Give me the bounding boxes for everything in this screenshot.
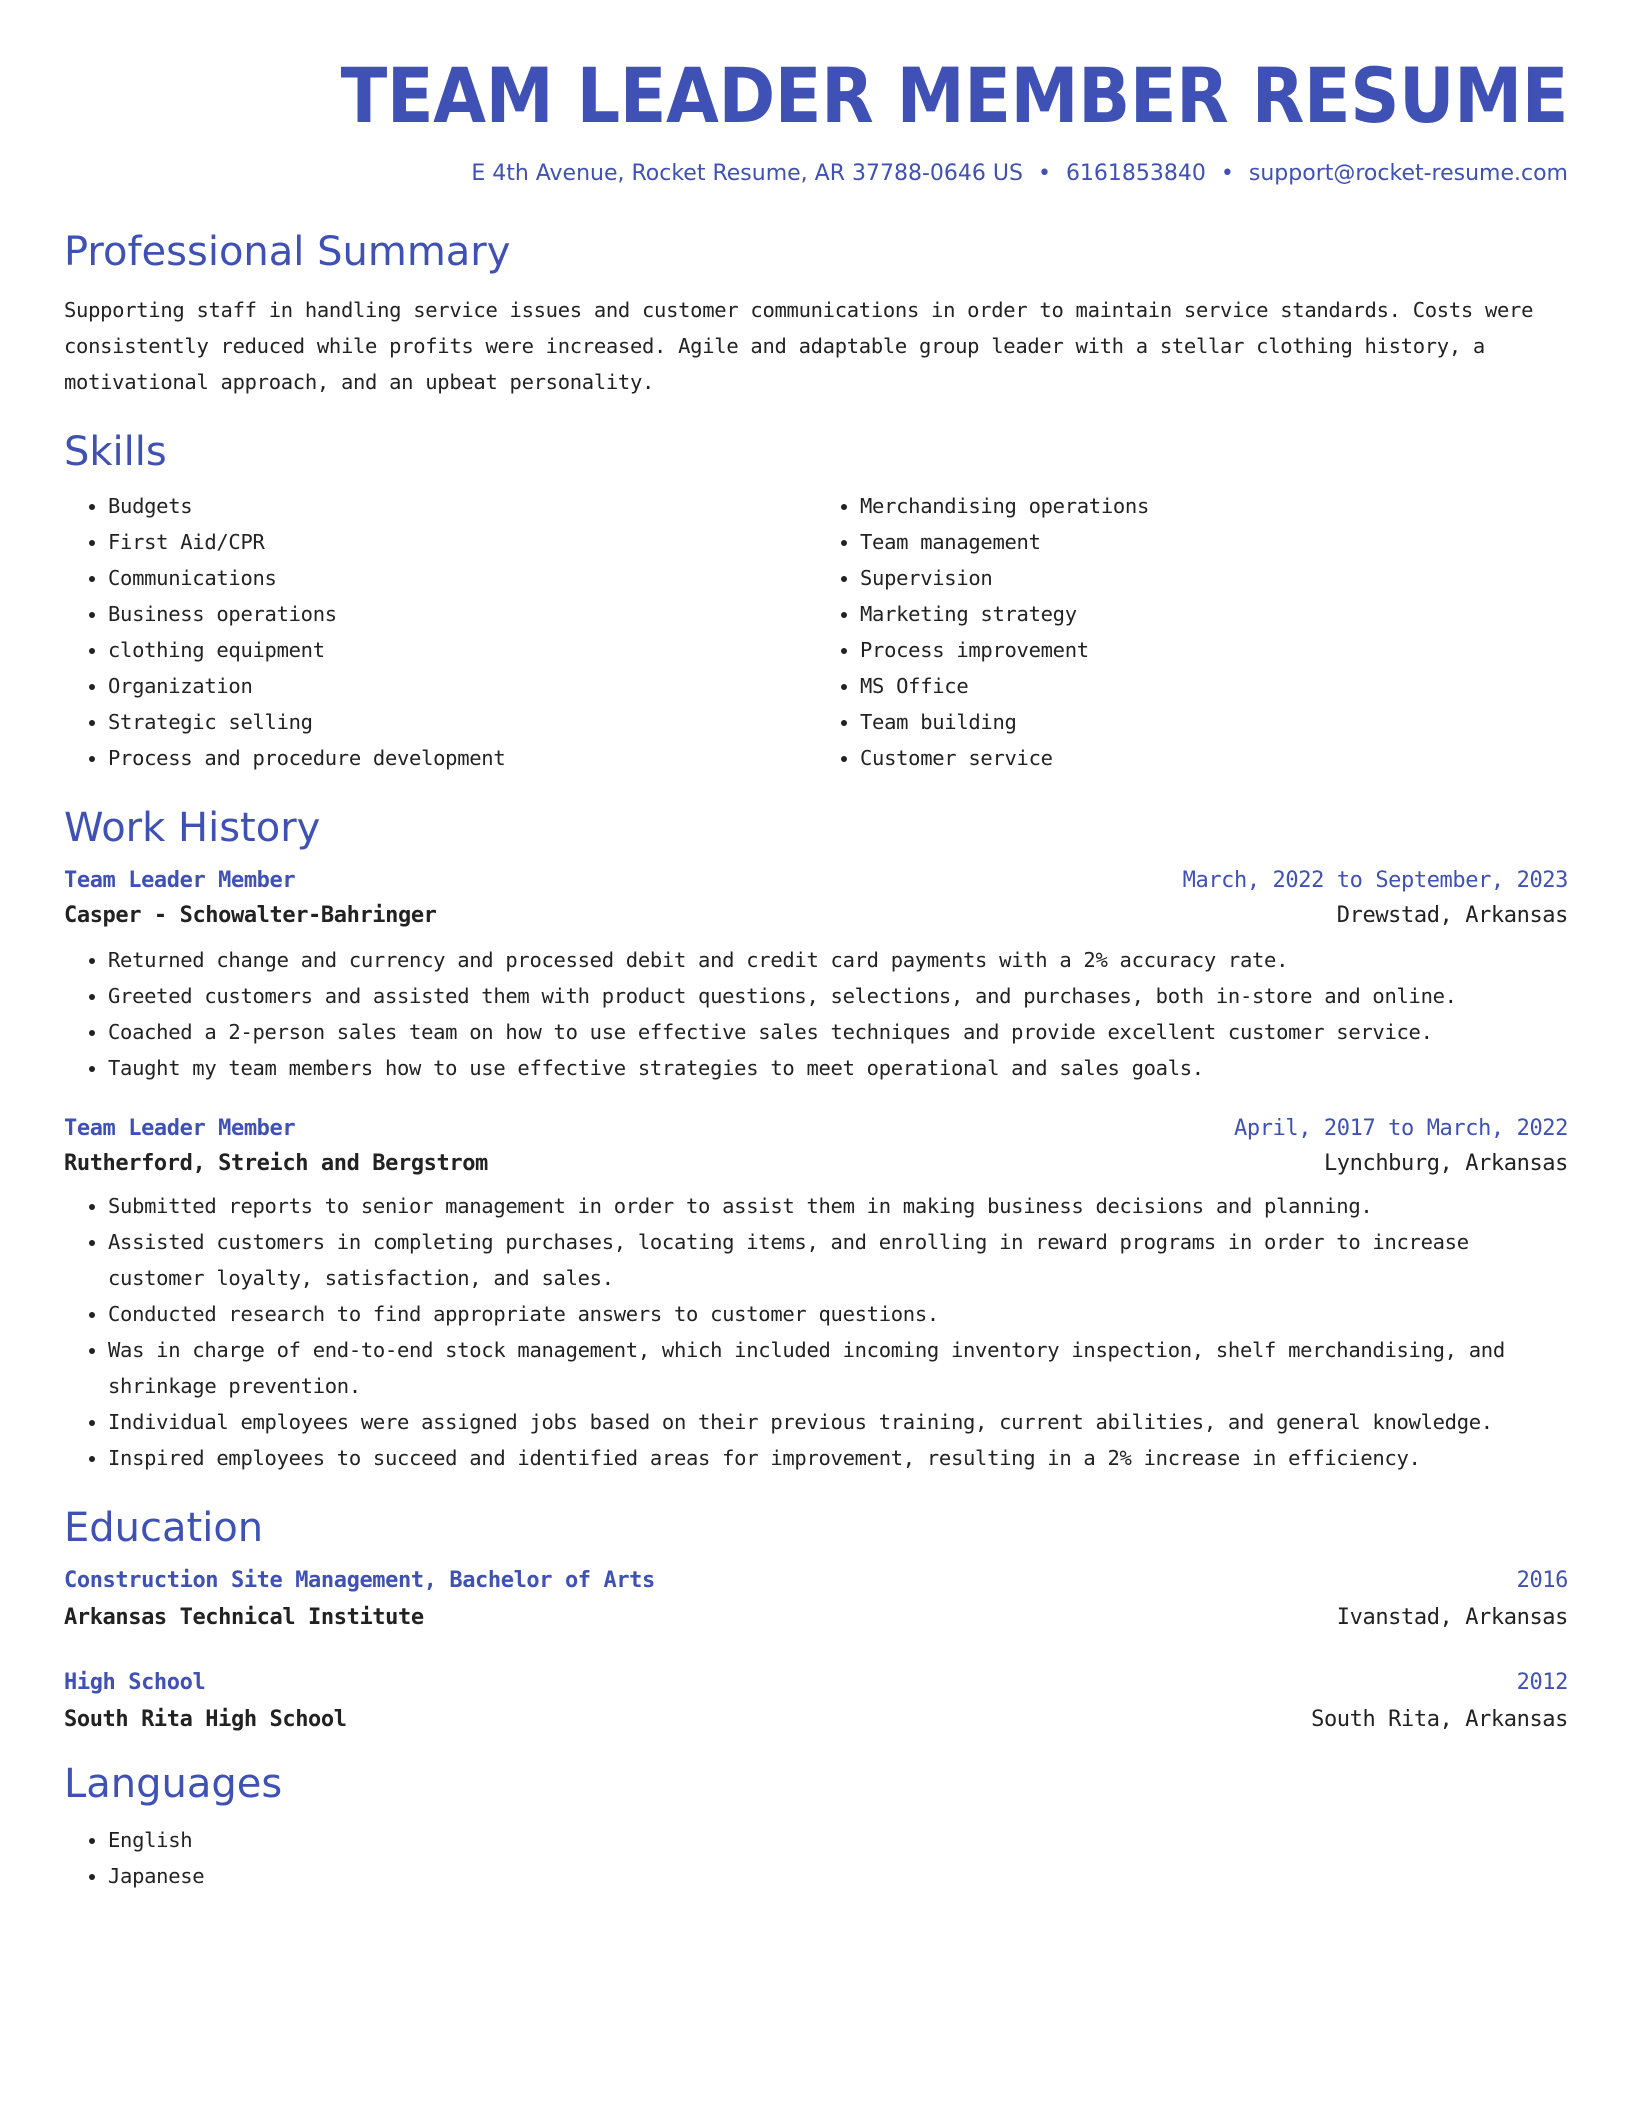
section-heading-summary: Professional Summary bbox=[64, 229, 511, 276]
job-title: Team Leader Member bbox=[64, 1116, 296, 1142]
section-heading-languages: Languages bbox=[64, 1761, 283, 1808]
skill-item: • Customer service bbox=[860, 740, 1568, 776]
skill-item: • Supervision bbox=[860, 560, 1568, 596]
education-school-row bbox=[64, 1707, 1568, 1732]
job-company-row bbox=[64, 1151, 1568, 1176]
summary-section bbox=[64, 228, 1568, 400]
skill-item: • Process and procedure development bbox=[108, 740, 816, 776]
education-year: 2012 bbox=[1516, 1670, 1568, 1696]
job-bullet: • Taught my team members how to use effective strategies to meet operational and sales goals. bbox=[108, 1050, 1568, 1086]
job-entry bbox=[64, 868, 1568, 1086]
skill-item: • MS Office bbox=[860, 668, 1568, 704]
skill-item: • Strategic selling bbox=[108, 704, 816, 740]
languages-section bbox=[64, 1760, 1568, 1894]
section-heading-skills: Skills bbox=[64, 429, 167, 476]
work-history-section bbox=[64, 804, 1568, 1476]
skill-item: • clothing equipment bbox=[108, 632, 816, 668]
skills-section bbox=[64, 428, 1568, 776]
job-location: Lynchburg, Arkansas bbox=[1323, 1151, 1568, 1177]
education-year: 2016 bbox=[1516, 1568, 1568, 1594]
skill-item: • Business operations bbox=[108, 596, 816, 632]
job-header-row bbox=[64, 1116, 1568, 1141]
contact-email: support@rocket-resume.com bbox=[1248, 161, 1568, 187]
skill-item: • Team management bbox=[860, 524, 1568, 560]
skills-list-right bbox=[816, 488, 1568, 776]
skills-list-left bbox=[64, 488, 816, 776]
education-degree: High School bbox=[64, 1670, 206, 1696]
skill-item: • Merchandising operations bbox=[860, 488, 1568, 524]
education-school: South Rita High School bbox=[64, 1707, 347, 1733]
job-bullet: • Coached a 2-person sales team on how to use effective sales techniques and provide excellent customer service. bbox=[108, 1014, 1568, 1050]
separator-dot: • bbox=[1220, 161, 1234, 187]
education-school-row bbox=[64, 1605, 1568, 1630]
skill-item: • Team building bbox=[860, 704, 1568, 740]
skill-item: • Communications bbox=[108, 560, 816, 596]
education-entry bbox=[64, 1670, 1568, 1732]
job-header-row bbox=[64, 868, 1568, 893]
education-school: Arkansas Technical Institute bbox=[64, 1605, 424, 1631]
education-header-row bbox=[64, 1568, 1568, 1593]
education-entry bbox=[64, 1568, 1568, 1630]
section-heading-work-history: Work History bbox=[64, 805, 321, 852]
job-bullets bbox=[64, 942, 1568, 1086]
job-company-row bbox=[64, 903, 1568, 928]
education-location: Ivanstad, Arkansas bbox=[1336, 1605, 1568, 1631]
skill-item: • Organization bbox=[108, 668, 816, 704]
resume-title: TEAM LEADER MEMBER RESUME bbox=[340, 51, 1569, 140]
job-bullet: • Returned change and currency and processed debit and credit card payments with a 2% accuracy rate. bbox=[108, 942, 1568, 978]
separator-dot: • bbox=[1037, 161, 1051, 187]
languages-list bbox=[64, 1822, 1568, 1894]
language-item: • English bbox=[108, 1822, 1568, 1858]
language-item: • Japanese bbox=[108, 1858, 1568, 1894]
skill-item: • Marketing strategy bbox=[860, 596, 1568, 632]
job-bullet: • Assisted customers in completing purchases, locating items, and enrolling in reward programs in order to increase customer loyalty, satisfaction, and sales. bbox=[108, 1224, 1568, 1296]
skill-item: • Process improvement bbox=[860, 632, 1568, 668]
job-bullet: • Conducted research to find appropriate answers to customer questions. bbox=[108, 1296, 1568, 1332]
skills-columns bbox=[64, 488, 1568, 776]
job-bullet: • Inspired employees to succeed and identified areas for improvement, resulting in a 2% increase in efficiency. bbox=[108, 1440, 1568, 1476]
job-bullet: • Individual employees were assigned jobs based on their previous training, current abilities, and general knowledge. bbox=[108, 1404, 1568, 1440]
job-dates: April, 2017 to March, 2022 bbox=[1234, 1116, 1568, 1142]
job-bullet: • Greeted customers and assisted them with product questions, selections, and purchases, both in-store and online. bbox=[108, 978, 1568, 1014]
education-header-row bbox=[64, 1670, 1568, 1695]
job-company: Rutherford, Streich and Bergstrom bbox=[64, 1151, 488, 1177]
job-entry bbox=[64, 1116, 1568, 1476]
education-degree: Construction Site Management, Bachelor of Arts bbox=[64, 1568, 655, 1594]
job-bullet: • Was in charge of end-to-end stock management, which included incoming inventory inspection, shelf merchandising, and shrinkage prevention. bbox=[108, 1332, 1568, 1404]
section-heading-education: Education bbox=[64, 1505, 264, 1552]
job-company: Casper - Schowalter-Bahringer bbox=[64, 903, 437, 929]
education-location: South Rita, Arkansas bbox=[1311, 1707, 1568, 1733]
job-title: Team Leader Member bbox=[64, 868, 296, 894]
contact-line bbox=[64, 161, 1568, 186]
contact-phone: 6161853840 bbox=[1065, 161, 1206, 187]
job-bullet: • Submitted reports to senior management in order to assist them in making business decisions and planning. bbox=[108, 1188, 1568, 1224]
job-location: Drewstad, Arkansas bbox=[1336, 903, 1568, 929]
job-dates: March, 2022 to September, 2023 bbox=[1182, 868, 1568, 894]
job-bullets bbox=[64, 1188, 1568, 1476]
skill-item: • First Aid/CPR bbox=[108, 524, 816, 560]
contact-address: E 4th Avenue, Rocket Resume, AR 37788-0646 US bbox=[471, 161, 1023, 187]
resume-page bbox=[64, 52, 1568, 1894]
skill-item: • Budgets bbox=[108, 488, 816, 524]
education-section bbox=[64, 1504, 1568, 1732]
summary-text: Supporting staff in handling service issues and customer communications in order to maintain service standards. Costs were consistently reduced while profits were increased. Agile and adaptable group leader with a stellar clothing history, a motivational approach, and an upbeat personality. bbox=[64, 298, 1534, 395]
